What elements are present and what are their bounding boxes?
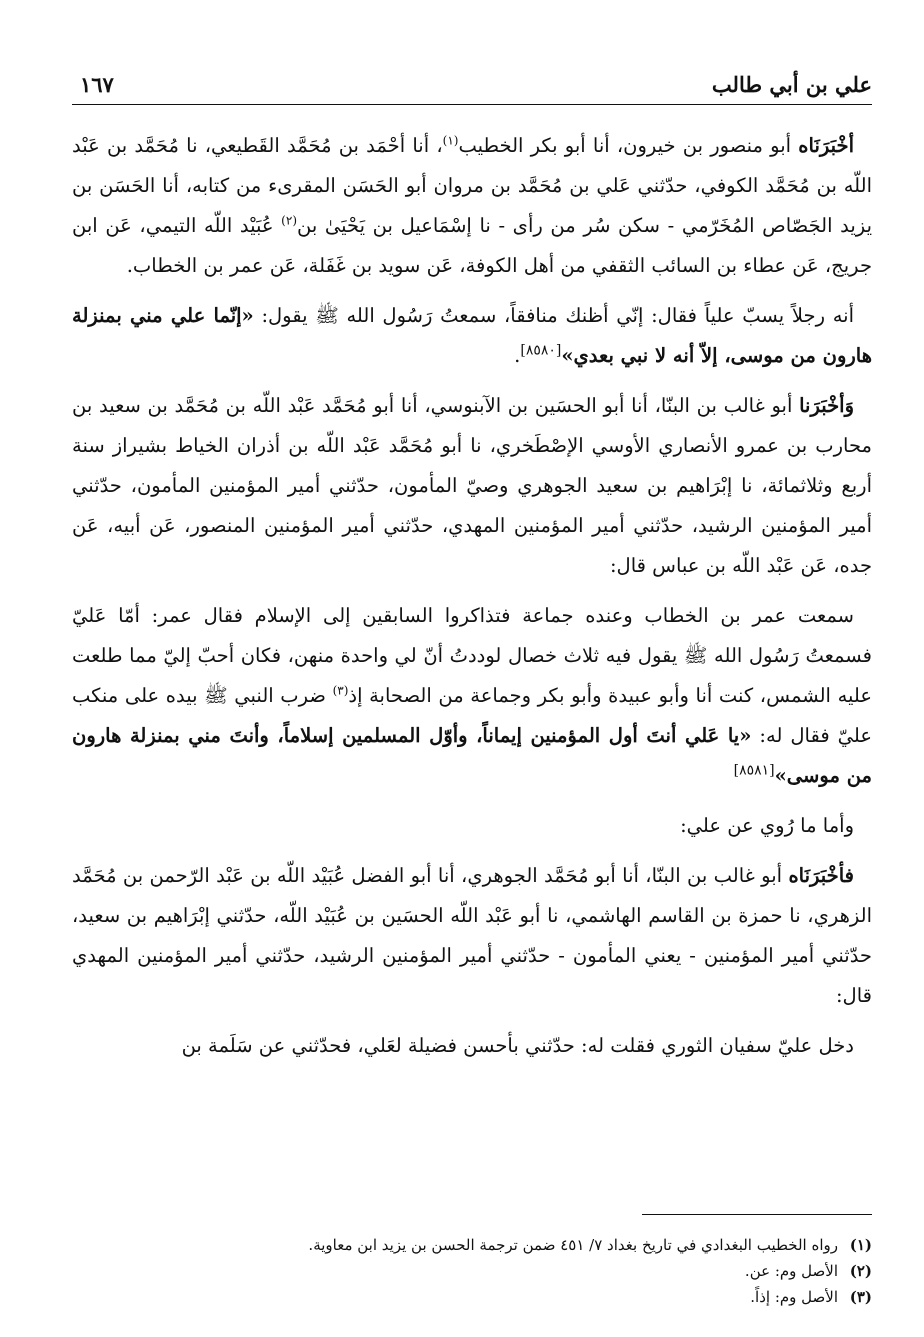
paragraph-7: [72, 1026, 872, 1066]
footnote-number: (٣): [849, 1288, 872, 1306]
page-number: ١٦٧: [80, 72, 114, 97]
hadith-quote: «إنّما علي مني بمنزلة هارون من موسى، إلاّ أنه لا نبي بعدي»: [72, 304, 872, 367]
paragraph-2: [72, 296, 872, 376]
text-span: ضرب النبي ﷺ بيده على منكب عليّ فقال له:: [72, 684, 873, 747]
text-span: سمعت عمر بن الخطاب وعنده جماعة فتذاكروا السابقين إلى الإسلام فقال عمر: أمّا عَليّ فسمعتُ رَسُول الله ﷺ يقول فيه ثلاث خصال لوددتُ أنّ لي واحدة منهن، فكان أحبّ إليّ مما طلعت عليه الشمس، كنت أنا وأبو عبيدة وأبو بكر وجماعة من الصحابة إذ: [72, 604, 873, 707]
footnote-text: رواه الخطيب البغدادي في تاريخ بغداد ٧/ ٤٥١ ضمن ترجمة الحسن بن يزيد ابن معاوية.: [308, 1236, 838, 1254]
paragraph-4: [72, 596, 872, 796]
lead-word: أخْبَرَنَاه: [798, 134, 854, 157]
text-span: أبو منصور بن خيرون، أنا أبو بكر الخطيب: [458, 134, 799, 157]
hadith-quote: «يا عَلي أنتَ أول المؤمنين إيماناً، وأوّل المسلمين إسلاماً، وأنتَ مني بمنزلة هارون من موسى»: [72, 724, 872, 787]
text-span: أبو غالب بن البنّا، أنا أبو مُحَمَّد الجوهري، أنا أبو الفضل عُبَيْد اللّه بن عَبْد الرّحمن بن مُحَمَّد الزهري، نا حمزة بن القاسم الهاشمي، نا أبو عَبْد اللّه الحسَين بن عُبَيْد اللّه، حدّثني إبْرَاهيم بن سعيد، حدّثني أمير المؤمنين - يعني المأمون - حدّثني أمير المؤمنين الرشيد، حدّثني أمير المؤمنين المهدي قال:: [72, 864, 872, 1007]
footnote-marker-2: (٢): [281, 213, 297, 228]
text-span: ، أنا أحْمَد بن مُحَمَّد القَطيعي، نا مُحَمَّد بن عَبْد اللّه بن مُحَمَّد الكوفي، حدّثني عَلي بن مُحَمَّد بن مروان أبو الحَسَن المقرىء من كتابه، أنا الحَسَن بن يزيد الجَصّاص المُخَرّمي - سكن سُر من رأى - نا إسْمَاعيل بن يَحْيَىٰ بن: [72, 134, 872, 237]
page-header: [72, 72, 872, 102]
footnote-item: [72, 1258, 872, 1284]
footnotes: [72, 1232, 872, 1310]
footnote-marker-1: (١): [442, 133, 459, 148]
footnote-number: (٢): [849, 1262, 872, 1280]
header-divider: [72, 104, 872, 105]
lead-word: فأخْبَرَنَاه: [788, 864, 854, 887]
text-span: وأما ما رُوي عن علي:: [680, 814, 854, 837]
footnote-text: الأصل وم: عن.: [744, 1262, 838, 1280]
footnote-item: [72, 1232, 872, 1258]
running-title: علي بن أبي طالب: [711, 72, 872, 97]
text-span: .: [514, 344, 521, 367]
hadith-reference: [٨٥٨٠]: [520, 342, 562, 359]
main-text: [72, 126, 872, 1076]
hadith-reference: [٨٥٨١]: [733, 762, 775, 779]
paragraph-6: [72, 856, 872, 1016]
footnote-marker-3: (٣): [332, 683, 349, 698]
text-span: دخل عليّ سفيان الثوري فقلت له: حدّثني بأحسن فضيلة لعَلي، فحدّثني عن سَلَمة بن: [181, 1034, 854, 1057]
footnote-divider: [642, 1214, 872, 1215]
paragraph-1: [72, 126, 872, 286]
text-span: عُبَيْد اللّه التيمي، عَن ابن جريج، عَن عطاء بن السائب الثقفي من أهل الكوفة، عَن سويد بن غَفَلة، عَن عمر بن الخطاب.: [72, 214, 872, 277]
footnote-text: الأصل وم: إذاً.: [750, 1288, 838, 1306]
paragraph-3: [72, 386, 872, 586]
text-span: أنه رجلاً يسبّ علياً فقال: إنّي أظنك منافقاً، سمعتُ رَسُول الله ﷺ يقول:: [253, 304, 854, 327]
lead-word: وَأخْبَرَنا: [799, 394, 854, 417]
paragraph-5: [72, 806, 872, 846]
footnote-number: (١): [849, 1236, 872, 1254]
footnote-item: [72, 1284, 872, 1310]
text-span: أبو غالب بن البنّا، أنا أبو الحسَين بن الآبنوسي، أنا أبو مُحَمَّد عَبْد اللّه بن مُحَمَّد بن سعيد بن محارب بن عمرو الأنصاري الأوسي الإصْطَخري، نا أبو مُحَمَّد عَبْد اللّه بن أذران الخياط بشيراز سنة أربع وثلاثمائة، نا إبْرَاهيم بن سعيد الجوهري وصيّ المأمون، حدّثني أمير المؤمنين المأمون، حدّثني أمير المؤمنين الرشيد، حدّثني أمير المؤمنين المهدي، حدّثني أمير المؤمنين المنصور، عَن أبيه، عَن جده، عَن عَبْد اللّه بن عباس قال:: [72, 394, 872, 577]
book-page: [72, 60, 872, 1320]
